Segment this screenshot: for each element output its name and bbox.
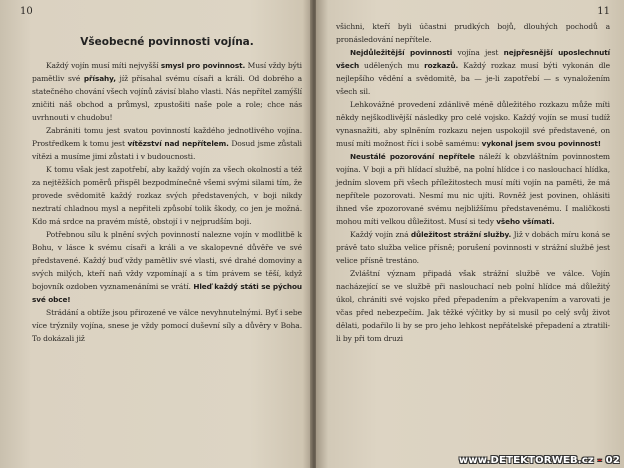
emphasized-text: Neustálé pozorování nepřítele xyxy=(350,152,475,161)
paragraph xyxy=(336,98,610,150)
watermark xyxy=(459,455,620,466)
right-page xyxy=(316,0,624,468)
emphasized-text: smysl pro povinnost. xyxy=(160,61,246,70)
paragraph xyxy=(336,150,610,228)
paragraph-text: jíž přísahal svému císaři a králi. Od dobrého a statečného chování všech vojínů závisí blaho vlasti. Nás nepřítel zamýšlí zničiti náš obchod a průmysl, zpustošiti naše pole a role; chce nás uvrhnouti v chudobu! xyxy=(32,74,302,122)
paragraph xyxy=(336,20,610,46)
paragraph-text: Zvláštní význam připadá však strážní službě ve válce. Vojín nacházející se ve službě při naslouchací neb polní hlídce má důležitý úkol, chrániti své vojsko před přepadením a překvapením a varovati je včas před nebezpečím. Jak těžké výčitky by si musil po celý svůj život dělati, podařilo li by se pro jeho lehkost nepřátelské přepadení a ztratili-li by při tom druzi xyxy=(336,269,610,343)
paragraph xyxy=(336,228,610,267)
paragraph-text: Strádání a obtíže jsou přirozené ve válce nevyhnutelnými. Byť i sebe více trýznily vojína, snese je vždy pomocí duševní síly a důvěry v Boha. To dokázali již xyxy=(32,308,302,343)
paragraph xyxy=(336,267,610,345)
watermark-separator: - xyxy=(597,455,602,466)
paragraph-text: Každý vojín zná xyxy=(350,230,411,239)
paragraph xyxy=(336,46,610,98)
paragraph-text: vojína jest xyxy=(452,48,504,57)
emphasized-text: důležitost strážní služby. xyxy=(410,230,512,239)
paragraph xyxy=(32,228,302,306)
page-number-right: 11 xyxy=(597,6,610,17)
paragraph-text: udělených mu xyxy=(359,61,425,70)
emphasized-text: Hleď každý státi se pýchou své obce! xyxy=(32,282,302,304)
emphasized-text: vykonal jsem svou povinnost! xyxy=(481,139,602,148)
left-page-body xyxy=(32,59,302,345)
paragraph-text: Dosud jsme zůstali vítězi a musíme jimi zůstati i v budoucnosti. xyxy=(32,139,303,161)
paragraph-text: Musí vždy býti pamětliv své xyxy=(32,61,302,83)
paragraph-text: Již v dobách míru koná se právě tato služba velice přísně; porušení povinnosti v strážní službě jest velice přísně trestáno. xyxy=(336,230,610,265)
paragraph xyxy=(32,59,302,124)
emphasized-text: přísahy, xyxy=(83,74,116,83)
watermark-number: 02 xyxy=(605,455,620,466)
paragraph-text: náleží k obzvláštním povinnostem vojína. V boji a při hlídací službě, na polní hlídce i co naslouchací hlídka, jedním slovem při všech příležitostech musí míti vojín na paměti, že má nepřítele pozorovati. Nesmí mu nic ujíti. Rovněž jest povinen, ohlásiti ihned vše zpozorované svému nejbližšímu představenému. I maličkosti mohou míti velkou důležitost. Musí si tedy xyxy=(336,152,610,226)
watermark-site: www.DETEKTORWEB.cz xyxy=(458,455,594,466)
paragraph xyxy=(32,306,302,345)
paragraph xyxy=(32,163,302,228)
emphasized-text: vítězství nad nepřítelem. xyxy=(127,139,229,148)
paragraph-text: Potřebnou sílu k plnění svých povinností nalezne vojín v modlitbě k Bohu, v lásce k svému císaři a králi a ve skalopevné důvěře ve své představené. Každý buď vždy pamětliv své vlasti, své drahé domoviny a svých milých, kteří naň vždy vzpomínají a s tím právem se těší, když bojovník ozdoben vyznamenáními se vrátí. xyxy=(32,230,302,291)
paragraph-text: Zabrániti tomu jest svatou povinností každého jednotlivého vojína. Prostředkem k tomu jest xyxy=(32,126,302,148)
chapter-heading: Všeobecné povinnosti vojína. xyxy=(80,36,254,48)
paragraph-text: Každý rozkaz musí býti vykonán dle nejlepšího vědění a svědomitě, ba — je-li zapotřebí — s vynaložením všech sil. xyxy=(336,61,610,96)
paragraph-text: Lehkovážné provedení zdánlivě méně důležitého rozkazu může míti někdy nejškodlivější následky pro celé vojsko. Každý vojín se musí tudíž vynasnažiti, aby splněním rozkazu nejen uspokojil své představené, on musí míti možnost říci i sobě samému: xyxy=(336,100,610,148)
paragraph xyxy=(32,124,302,163)
emphasized-text: všeho všímati. xyxy=(496,217,555,226)
right-page-body xyxy=(336,20,610,345)
emphasized-text: rozkazů. xyxy=(424,61,459,70)
emphasized-text: Nejdůležitější povinnosti xyxy=(350,48,453,57)
paragraph-text: K tomu však jest zapotřebí, aby každý vojín za všech okolností a též za nejtěžších poměrů přispěl bezpodmínečně všemi svými silami tím, že provede svědomitě každý rozkaz svých představených, v boji nikdy neztratí chladnou mysl a nepřiteli způsobí tolik škody, co jen je možná. Kdo má srdce na pravém místě, obstojí i v nejprudším boji. xyxy=(32,165,302,226)
page-number-left: 10 xyxy=(20,6,33,17)
paragraph-text: všichni, kteří byli účastni prudkých bojů, dlouhých pochodů a pronásledování nepřítele. xyxy=(336,22,610,44)
emphasized-text: nejpřesnější uposlechnutí všech xyxy=(336,48,610,70)
paragraph-text: Každý vojín musí míti nejvyšší xyxy=(46,61,161,70)
